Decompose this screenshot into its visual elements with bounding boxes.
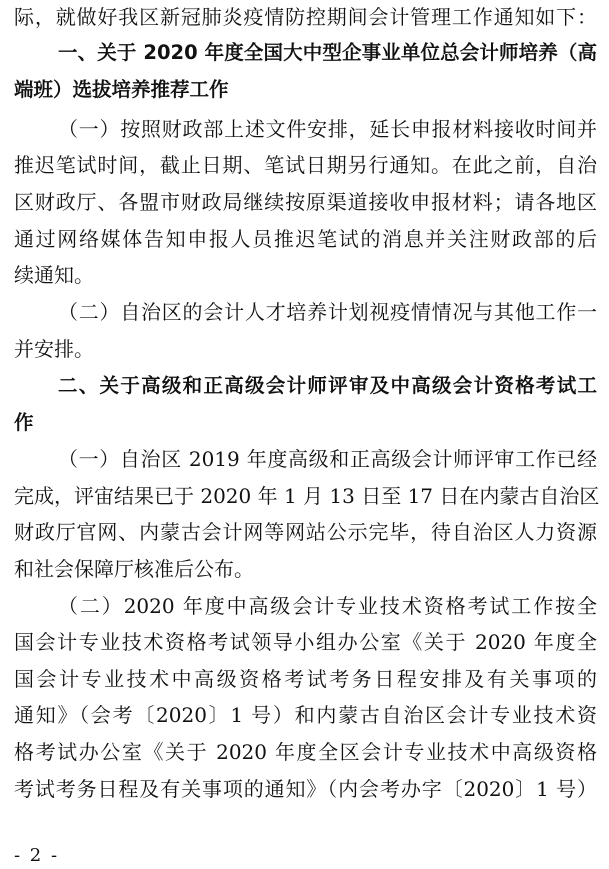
paragraph-1-1-line: 区财政厅、各盟市财政局继续按原渠道接收申报材料；请各地区 xyxy=(14,190,597,214)
paragraph-1-1-line: 推迟笔试时间，截止日期、笔试日期另行通知。在此之前，自治 xyxy=(14,153,597,177)
paragraph-2-1-line: 和社会保障厅核准后公布。 xyxy=(14,557,254,581)
paragraph-2-1-line: 财政厅官网、内蒙古会计网等网站公示完毕，待自治区人力资源 xyxy=(14,520,597,544)
paragraph-1-1-line: （一）按照财政部上述文件安排，延长申报材料接收时间并 xyxy=(58,117,597,141)
section-heading-2: 二、关于高级和正高级会计师评审及中高级会计资格考试工 xyxy=(58,374,597,397)
paragraph-1-1-line: 通过网络媒体告知申报人员推迟笔试的消息并关注财政部的后 xyxy=(14,227,597,251)
paragraph-2-2-line: （二）2020 年度中高级会计专业技术资格考试工作按全 xyxy=(58,594,597,618)
paragraph-1-1-line: 续通知。 xyxy=(14,263,94,287)
section-heading-1: 一、关于 2020 年度全国大中型企事业单位总会计师培养（高 xyxy=(58,41,597,64)
paragraph-2-2-line: 格考试办公室《关于 2020 年度全区会计专业技术中高级资格 xyxy=(14,740,597,764)
paragraph-1-2-line: 并安排。 xyxy=(14,337,94,361)
paragraph-1-2-line: （二）自治区的会计人才培养计划视疫情情况与其他工作一 xyxy=(58,300,597,324)
section-heading-1-cont: 端班）选拔培养推荐工作 xyxy=(14,78,229,101)
paragraph-2-2-line: 考试考务日程及有关事项的通知》（内会考办字〔2020〕1 号） xyxy=(14,777,597,801)
paragraph-2-1-line: 完成，评宙结果已于 2020 年 1 月 13 日至 17 日在内蒙古自治区 xyxy=(14,484,600,508)
paragraph-2-2-line: 国会计专业技术资格考试领导小组办公室《关于 2020 年度全 xyxy=(14,630,597,654)
paragraph-2-2-line: 通知》（会考〔2020〕1 号）和内蒙古自治区会计专业技术资 xyxy=(14,703,597,727)
body-line-continuation: 际，就做好我区新冠肺炎疫情防控期间会计管理工作通知如下： xyxy=(14,5,597,29)
section-heading-2-cont: 作 xyxy=(14,411,34,434)
paragraph-2-2-line: 国会计专业技术中高级资格考试考务日程安排及有关事项的 xyxy=(14,667,597,691)
paragraph-2-1-line: （一）自治区 2019 年度高级和正高级会计师评审工作已经 xyxy=(58,447,597,471)
page-number: - 2 - xyxy=(14,845,60,866)
